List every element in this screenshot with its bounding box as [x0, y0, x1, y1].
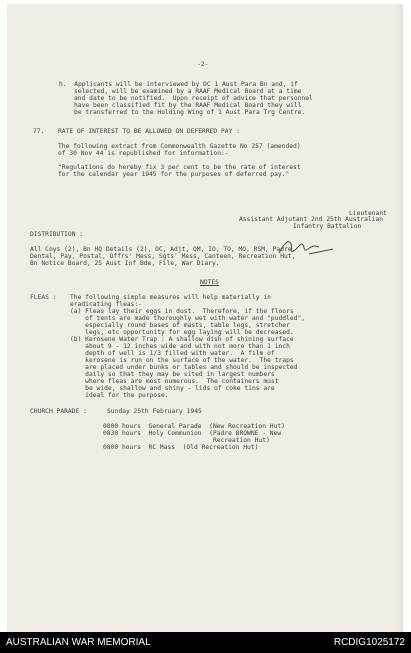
- distribution-line-3: Bn Notice Board, 25 Aust Inf Bde, File, War Diary.: [30, 260, 220, 267]
- church-service-2-cont: Recreation Hut): [103, 437, 270, 444]
- archive-record-id: RCDIG1025172: [333, 637, 405, 648]
- fleas-line-11: are placed under bunks or tables and should be inspected: [70, 364, 298, 371]
- fleas-line-15: ideal for the purpose.: [70, 392, 169, 399]
- church-service-2: 0830 hours Holy Communion (Padre BROWNE - New: [103, 430, 282, 437]
- item-77-quote-2: for the calendar year 1945 for the purposes of deferred pay.": [58, 171, 290, 178]
- fleas-label: FLEAS :: [30, 294, 57, 301]
- church-service-3: 0800 hours RC Mass (Old Recreation Hut): [103, 444, 259, 451]
- item-77-intro-2: of 30 Nov 44 is republished for information:-: [58, 150, 229, 157]
- fleas-line-12: daily so that they may be sited in largest numbers: [70, 371, 275, 378]
- fleas-line-3: (a) Fleas lay their eggs in dust. Therefore, if the floors: [70, 308, 294, 315]
- para-h-line-1: h. Applicants will be interviewed by OC 1 Aust Para Bn and, if: [59, 81, 298, 88]
- church-service-1: 0800 hours General Parade (New Recreation Hut): [103, 423, 285, 430]
- fleas-line-1: The following simple measures will help materially in: [70, 294, 271, 301]
- fleas-line-9: depth of well is 1/3 filled with water. A film of: [70, 350, 275, 357]
- distribution-line-2: Dental, Pay, Postal, Offrs' Mess, Sgts' Mess, Canteen, Recreation Hut,: [30, 253, 296, 260]
- document-page: [7, 4, 403, 632]
- fleas-line-8: about 9 - 12 inches wide and with not more than 1 inch: [70, 343, 290, 350]
- signature-title: Assistant Adjutant 2nd 25th Australian: [239, 216, 384, 223]
- para-h-line-2: selected, will be examined by a RAAF Medical Board at a time: [74, 88, 302, 95]
- fleas-line-13: where fleas are most numerous. The containers must: [70, 378, 279, 385]
- notes-heading: NOTES: [200, 279, 219, 286]
- distribution-line-1: All Coys (2), Bn HQ Details (2), OC, Adjt, QM, IO, TO, MO, RSM, Padre,: [30, 246, 296, 253]
- para-h-line-3: and date to be notified. Upon receipt of advice that personnel: [74, 95, 313, 102]
- fleas-line-7: (b) Kerosene Water Trap : A shallow dish of shining surface: [70, 336, 294, 343]
- fleas-line-4: of tents are made thoroughly wet with water and "puddled",: [70, 315, 306, 322]
- church-parade-date: Sunday 25th February 1945: [107, 408, 202, 415]
- page-edge-shade: [397, 4, 403, 632]
- distribution-label: DISTRIBUTION :: [30, 231, 84, 238]
- fleas-line-2: eradicating fleas:-: [70, 301, 143, 308]
- fleas-line-6: legs, etc opportunity for egg laying will be decreased.: [70, 329, 294, 336]
- fleas-line-14: be wide, shallow and shiny - lids of coke tins are: [70, 385, 275, 392]
- para-h-line-4: have been classified fit by the RAAF Medical Board they will: [74, 102, 302, 109]
- fleas-line-5: especially round bases of masts, table legs, stretcher: [70, 322, 290, 329]
- page-number: -2-: [197, 61, 209, 68]
- archive-footer-bar: [0, 632, 411, 653]
- signature-unit: Infantry Battalion: [293, 223, 362, 230]
- church-parade-label: CHURCH PARADE :: [30, 408, 87, 415]
- archive-name: AUSTRALIAN WAR MEMORIAL: [6, 637, 151, 648]
- item-77-quote-1: "Regulations do hereby fix 3 per cent to be the rate of interest: [58, 164, 301, 171]
- item-77-intro-1: The following extract from Commonwealth Gazette No 257 (amended): [58, 143, 301, 150]
- item-77-heading: RATE OF INTEREST TO BE ALLOWED ON DEFERRED PAY :: [58, 128, 240, 135]
- signature-rank: Lieutenant: [349, 210, 387, 217]
- para-h-line-5: be transferred to the Holding Wing of 1 Aust Para Trg Centre.: [74, 109, 306, 116]
- fleas-line-10: kerosene is run on the surface of the water. The traps: [70, 357, 294, 364]
- item-77-number: 77.: [33, 128, 45, 135]
